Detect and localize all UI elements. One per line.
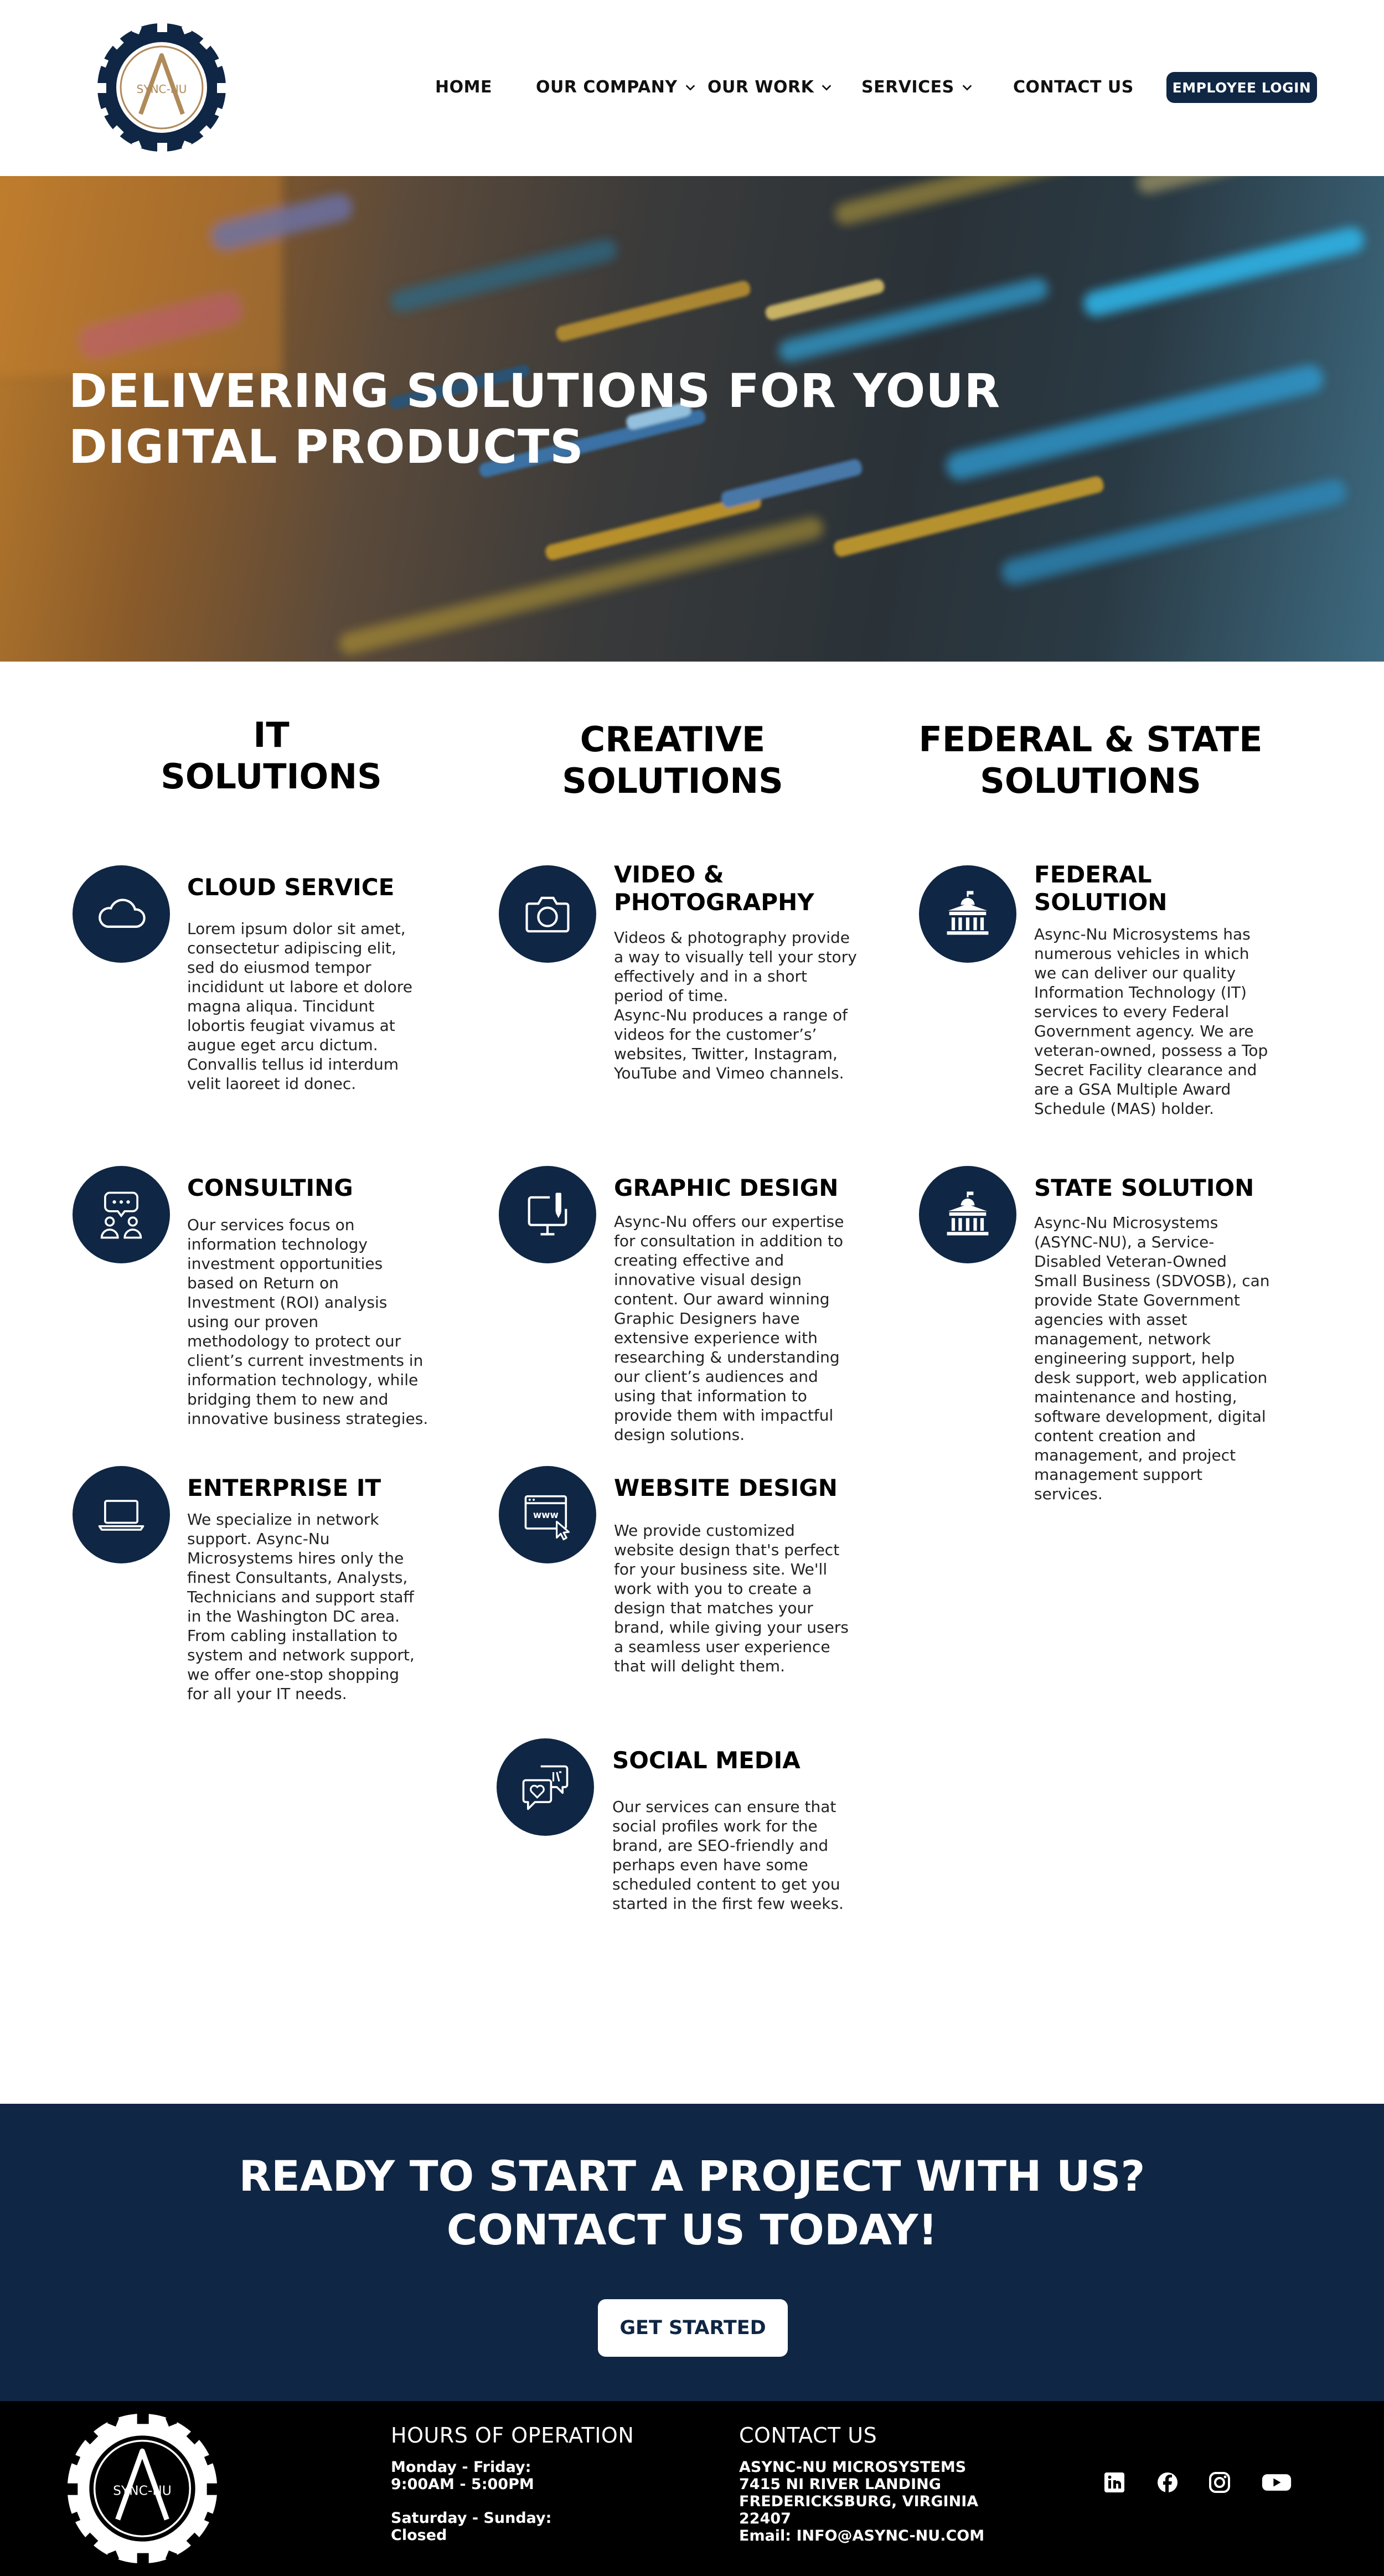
video-photography-title	[614, 861, 814, 916]
enterprise-it-title: ENTERPRISE IT	[187, 1474, 381, 1501]
nav-services[interactable]	[861, 78, 973, 97]
nav-our-company-label: OUR COMPANY	[536, 78, 678, 97]
video-photography-icon-badge	[499, 865, 596, 963]
cloud-service-title: CLOUD SERVICE	[187, 874, 395, 901]
employee-login-button[interactable]: EMPLOYEE LOGIN	[1166, 72, 1317, 103]
nav-our-work-label: OUR WORK	[708, 78, 814, 97]
social-media-icon-badge	[497, 1738, 594, 1836]
nav-our-company[interactable]	[536, 78, 696, 97]
cloud-service-icon-badge	[73, 865, 170, 963]
government-building-icon	[939, 1186, 996, 1243]
hero-title-line-1: DELIVERING SOLUTIONS FOR YOUR	[69, 364, 1001, 418]
social-media-title: SOCIAL MEDIA	[612, 1747, 801, 1774]
instagram-link[interactable]	[1205, 2467, 1235, 2497]
heading-line: SOLUTIONS	[980, 761, 1201, 801]
federal-solution-title	[1034, 861, 1167, 916]
facebook-link[interactable]	[1153, 2467, 1182, 2497]
graphic-design-title: GRAPHIC DESIGN	[614, 1174, 839, 1201]
youtube-icon	[1261, 2470, 1292, 2495]
enterprise-it-description: We specialize in network support. Async-Nu Microsystems hires only the finest Consultants, Analysts, Technicians and support staff in the Washington DC area. From cabling installation to system and network support, we offer one-stop shopping for all your IT needs.	[187, 1510, 415, 1703]
chevron-down-icon	[684, 81, 696, 94]
title-line: PHOTOGRAPHY	[614, 889, 814, 916]
weekday-hours: Monday - Friday: 9:00AM - 5:00PM	[391, 2459, 534, 2493]
get-started-button[interactable]: GET STARTED	[598, 2299, 788, 2357]
laptop-icon	[92, 1486, 150, 1543]
title-line: VIDEO &	[614, 861, 724, 888]
site-header	[0, 0, 1384, 176]
svg-text:www: www	[533, 1510, 559, 1521]
heading-line: SOLUTIONS	[562, 761, 783, 801]
linkedin-link[interactable]	[1099, 2467, 1129, 2497]
chevron-down-icon	[961, 81, 973, 94]
heading-line: CREATIVE	[580, 719, 766, 760]
graphic-design-description: Async-Nu offers our expertise for consultation in addition to creating effective and innovative visual design content. Our award winning Graphic Designers have extensive experience with researching & understanding our client’s audiences and using that information to provide them with impactful design solutions.	[614, 1212, 844, 1444]
chevron-down-icon	[820, 81, 833, 94]
weekend-hours: Saturday - Sunday: Closed	[391, 2510, 552, 2544]
site-footer	[0, 2401, 1384, 2576]
design-monitor-icon	[519, 1186, 576, 1243]
website-design-title: WEBSITE DESIGN	[614, 1474, 838, 1501]
state-solution-icon-badge	[919, 1166, 1016, 1263]
nav-home-label: HOME	[435, 78, 492, 97]
linkedin-icon	[1102, 2470, 1127, 2495]
consulting-people-icon	[92, 1186, 150, 1243]
federal-state-solutions-heading	[869, 719, 1312, 802]
nav-contact-us-label: CONTACT US	[1013, 78, 1134, 97]
state-solution-title: STATE SOLUTION	[1034, 1174, 1254, 1201]
social-media-description: Our services can ensure that social profiles work for the brand, are SEO-friendly and perhaps even have some scheduled content to get you started in the first few weeks.	[612, 1798, 844, 1913]
nav-contact-us[interactable]	[1013, 78, 1134, 97]
nav-home[interactable]	[435, 78, 492, 97]
it-solutions-heading	[105, 714, 437, 797]
hero-banner	[0, 176, 1384, 662]
heading-line: FEDERAL & STATE	[918, 719, 1263, 760]
consulting-description: Our services focus on information technology investment opportunities based on Return on Investment (ROI) analysis using our proven methodology to protect our client’s current investments in information technology, while bridging them to new and innovative business strategies.	[187, 1216, 428, 1428]
cta-heading-line-1: READY TO START A PROJECT WITH US?	[239, 2151, 1145, 2201]
social-chat-icon	[517, 1758, 574, 1816]
cta-heading	[0, 2149, 1384, 2257]
title-line: SOLUTION	[1034, 889, 1168, 916]
contact-heading: CONTACT US	[739, 2423, 877, 2448]
title-line: FEDERAL	[1034, 861, 1152, 888]
svg-text:SYNC-NU: SYNC-NU	[113, 2482, 172, 2498]
cloud-icon	[92, 885, 150, 943]
hero-title-line-2: DIGITAL PRODUCTS	[69, 420, 584, 474]
state-solution-description: Async-Nu Microsystems (ASYNC-NU), a Service- Disabled Veteran-Owned Small Business (SDVOSB), can provide State Government agencies with asset management, network engineering support, help desk support, web application maintenance and hosting, software development, digital content creation and management, and project management support services.	[1034, 1214, 1270, 1503]
contact-address: ASYNC-NU MICROSYSTEMS 7415 NI RIVER LANDING FREDERICKSBURG, VIRGINIA 22407 Email: INFO@ASYNC-NU.COM	[739, 2459, 985, 2544]
www-browser-icon	[519, 1486, 576, 1543]
federal-solution-icon-badge	[919, 865, 1016, 963]
heading-line: SOLUTIONS	[161, 756, 382, 797]
camera-icon	[519, 885, 576, 943]
creative-solutions-heading	[507, 719, 839, 802]
company-logo[interactable]	[95, 21, 228, 154]
government-building-icon	[939, 885, 996, 943]
nav-services-label: SERVICES	[861, 78, 954, 97]
cta-heading-line-2: CONTACT US TODAY!	[446, 2205, 938, 2254]
video-photography-description: Videos & photography provide a way to visually tell your story effectively and in a short period of time. Async-Nu produces a range of videos for the customer’s’ websites, Twitter, Instagram, YouTube and Vimeo channels.	[614, 928, 857, 1082]
instagram-icon	[1207, 2470, 1232, 2495]
consulting-icon-badge	[73, 1166, 170, 1263]
heading-line: IT	[253, 715, 290, 755]
nav-our-work[interactable]	[708, 78, 833, 97]
federal-solution-description: Async-Nu Microsystems has numerous vehicles in which we can deliver our quality Information Technology (IT) services to every Federal Government agency. We are veteran-owned, possess a Top Secret Facility clearance and are a GSA Multiple Award Schedule (MAS) holder.	[1034, 925, 1268, 1118]
enterprise-it-icon-badge	[73, 1466, 170, 1563]
hours-heading: HOURS OF OPERATION	[391, 2423, 634, 2448]
hero-title	[69, 363, 1010, 475]
consulting-title: CONSULTING	[187, 1174, 353, 1201]
youtube-link[interactable]	[1260, 2467, 1293, 2497]
website-design-description: We provide customized website design that's perfect for your business site. We'll work with you to create a design that matches your brand, while giving your users a seamless user experience that will delight them.	[614, 1521, 849, 1675]
svg-text:SYNC-NU: SYNC-NU	[136, 82, 187, 96]
website-design-icon-badge	[499, 1466, 596, 1563]
cloud-service-description: Lorem ipsum dolor sit amet, consectetur adipiscing elit, sed do eiusmod tempor incididunt ut labore et dolore magna aliqua. Tincidunt lobortis feugiat vivamus at augue eget arcu dictum. Convallis tellus id interdum velit laoreet id donec.	[187, 920, 412, 1093]
graphic-design-icon-badge	[499, 1166, 596, 1263]
call-to-action-section	[0, 2104, 1384, 2401]
facebook-icon	[1155, 2470, 1180, 2495]
footer-logo[interactable]	[65, 2411, 220, 2566]
